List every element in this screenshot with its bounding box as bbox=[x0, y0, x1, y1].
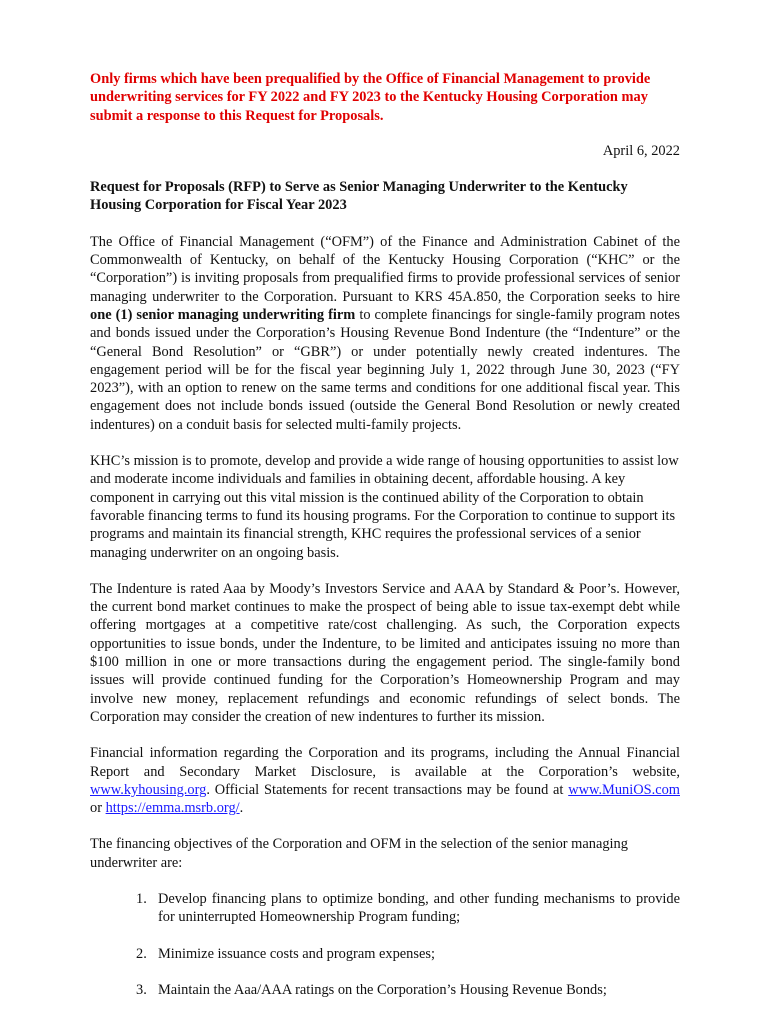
document-date: April 6, 2022 bbox=[602, 142, 680, 159]
kyhousing-link[interactable]: www.kyhousing.org bbox=[90, 781, 207, 798]
financial-info-middle: . Official Statements for recent transactions may be found at bbox=[206, 781, 569, 798]
prequalification-notice: Only firms which have been prequalified by the Office of Financial Management to provide underwriting services for FY 2022 and FY 2023 to the Kentucky Housing Corporation may submit a response to this Request for Proposals. bbox=[90, 71, 651, 124]
intro-text-end: to complete financings for single-family program notes and bonds issued under the Corporation’s Housing Revenue Bond Indenture (the “Indenture” or the “General Bond Resolution” or “GBR”) or under potentially newly created indentures. The engagement period will be for the fiscal year beginning July 1, 2022 through June 30, 2023 (“FY 2023”), with an option to renew on the same terms and conditions for one additional fiscal year. This engagement does not include bonds issued (outside the General Bond Resolution or newly created indentures) on a conduit basis for selected multi-family projects. bbox=[90, 306, 681, 433]
list-number: 1. bbox=[136, 890, 147, 907]
list-text: Develop financing plans to optimize bonding, and other funding mechanisms to provide for uninterrupted Homeownership Program funding; bbox=[158, 890, 680, 926]
list-number: 3. bbox=[136, 981, 147, 998]
intro-text-start: The Office of Financial Management (“OFM”) of the Finance and Administration Cabinet of the Commonwealth of Kentucky, on behalf of the Kentucky Housing Corporation (“KHC” or the “Corporation”) is inviting proposals from prequalified firms to provide professional services of senior managing underwriter to the Corporation. Pursuant to KRS 45A.850, the Corporation seeks to hire bbox=[90, 233, 680, 305]
list-item bbox=[90, 945, 680, 963]
financial-info-or: or bbox=[90, 800, 106, 817]
mission-paragraph: KHC’s mission is to promote, develop and provide a wide range of housing opportunities to assist low and moderate income individuals and families in obtaining decent, affordable housing. A key component in carrying out this vital mission is the continued ability of the Corporation to obtain favorable financing terms to fund its housing programs. For the Corporation to continue to support its programs and maintain its financial strength, KHC requires the professional services of a senior managing underwriter on an ongoing basis. bbox=[90, 453, 679, 561]
financial-info-paragraph bbox=[90, 744, 680, 817]
list-number: 2. bbox=[136, 945, 147, 962]
rfp-title: Request for Proposals (RFP) to Serve as Senior Managing Underwriter to the Kentucky Housing Corporation for Fiscal Year 2023 bbox=[90, 179, 628, 214]
objectives-intro: The financing objectives of the Corporation and OFM in the selection of the senior managing underwriter are: bbox=[90, 836, 628, 871]
objectives-list bbox=[90, 890, 680, 999]
munios-link[interactable]: www.MuniOS.com bbox=[568, 781, 680, 798]
financial-info-text: Financial information regarding the Corporation and its programs, including the Annual Financial Report and Secondary Market Disclosure, is available at the Corporation’s website, bbox=[90, 745, 680, 780]
rating-paragraph: The Indenture is rated Aaa by Moody’s Investors Service and AAA by Standard & Poor’s. However, the current bond market continues to make the prospect of being able to issue tax-exempt debt while offering mortgages at a competitive rate/cost challenging. As such, the Corporation expects opportunities to issue bonds, under the Indenture, to be limited and anticipates issuing no more than $100 million in one or more transactions during the engagement period. The single-family bond issues will provide continued funding for the Corporation’s Homeownership Program and may involve new money, replacement refundings and economic refundings of select bonds. The Corporation may consider the creation of new indentures to further its mission. bbox=[90, 580, 680, 725]
list-text: Maintain the Aaa/AAA ratings on the Corporation’s Housing Revenue Bonds; bbox=[158, 981, 607, 998]
intro-bold-text: one (1) senior managing underwriting firm bbox=[90, 306, 356, 323]
financial-info-end: . bbox=[239, 800, 244, 817]
list-item bbox=[90, 981, 680, 999]
intro-paragraph bbox=[90, 233, 680, 434]
document-body bbox=[90, 70, 680, 1017]
emma-link[interactable]: https://emma.msrb.org/ bbox=[105, 800, 240, 817]
list-text: Minimize issuance costs and program expenses; bbox=[158, 945, 435, 962]
list-item bbox=[90, 890, 680, 927]
